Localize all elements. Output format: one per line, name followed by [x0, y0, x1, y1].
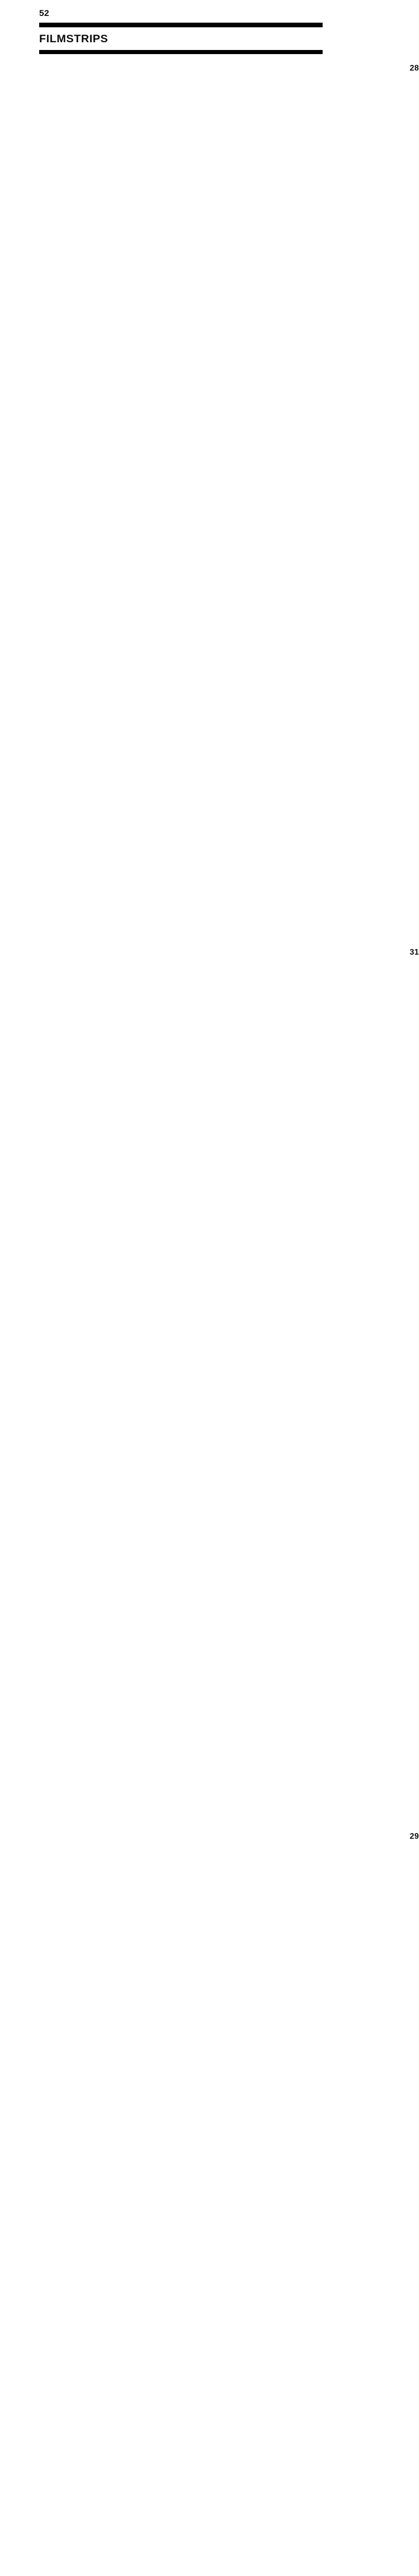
index-entry [45, 1829, 419, 2576]
section-heading: FILMSTRIPS [39, 32, 108, 45]
entry-page-number: 31 [410, 947, 419, 957]
page-number: 52 [39, 8, 49, 18]
entry-list [0, 54, 419, 2576]
section-rule-bottom [39, 50, 323, 54]
index-section [0, 23, 419, 2576]
index-entry [45, 945, 419, 1829]
index-entry [45, 61, 419, 945]
entry-page-number: 29 [410, 1832, 419, 1841]
entry-page-number: 28 [410, 63, 419, 73]
section-rule-top [39, 23, 323, 27]
